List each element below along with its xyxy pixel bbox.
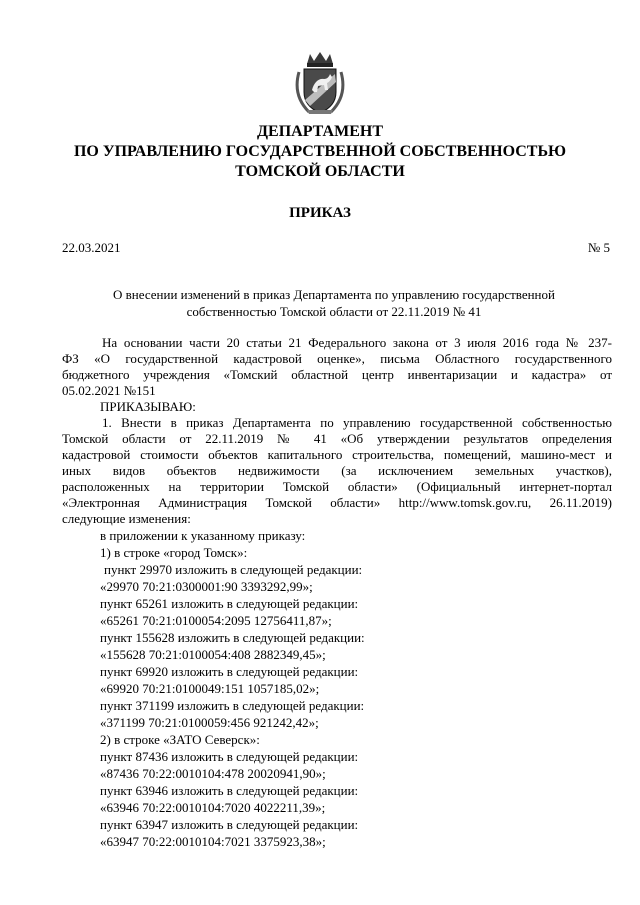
section-1-entry-5-title: пункт 371199 изложить в следующей редакции: [100,698,365,713]
section-2-heading: 2) в строке «ЗАТО Северск»: [100,732,260,747]
order-number: № 5 [587,240,610,255]
order-subject [70,286,598,320]
section-1-entry-5-value: «371199 70:21:0100059:456 921242,42»; [100,715,319,730]
subject-line-1: О внесении изменений в приказ Департамента по управлению государственной [113,287,555,302]
section-1-heading: 1) в строке «город Томск»: [100,545,248,560]
basis-line-3: бюджетного учреждения «Томский областной центр инвентаризации и кадастра» от [62,367,612,382]
department-title-line-3: ТОМСКОЙ ОБЛАСТИ [235,163,405,180]
section-1-entry-2-value: «65261 70:21:0100054:2095 12756411,87»; [100,613,332,628]
item1-line-3: кадастровой стоимости объектов капитального строительства, помещений, машино-мест и [62,447,612,462]
item1-line-7: следующие изменения: [62,511,191,526]
item1-line-6: «Электронная Администрация Томской области» http://www.tomsk.gov.ru, 26.11.2019) [62,495,612,510]
department-title-line-1: ДЕПАРТАМЕНТ [257,123,383,140]
section-1-entry-3-value: «155628 70:21:0100054:408 2882349,45»; [100,647,326,662]
section-2-entry-2-title: пункт 63946 изложить в следующей редакции: [100,783,359,798]
order-date: 22.03.2021 [62,240,121,255]
section-1-entry-2-title: пункт 65261 изложить в следующей редакции: [100,596,359,611]
section-2-entry-3-title: пункт 63947 изложить в следующей редакции: [100,817,359,832]
section-2-entry-1-title: пункт 87436 изложить в следующей редакции: [100,749,359,764]
section-2-entry-2-value: «63946 70:22:0010104:7020 4022211,39»; [100,800,326,815]
item1-line-5: расположенных на территории Томской области» (Официальный интернет-портал [62,479,612,494]
section-1-entry-1-title: пункт 29970 изложить в следующей редакции: [104,562,363,577]
basis-line-4: 05.02.2021 №151 [62,383,156,398]
coat-of-arms-emblem [293,52,347,116]
item1-line-4: иных видов объектов недвижимости (за исключением земельных участков), [62,463,612,478]
section-2-entry-3-value: «63947 70:22:0010104:7021 3375923,38»; [100,834,326,849]
document-type-title: ПРИКАЗ [289,205,351,221]
section-1-entry-1-value: «29970 70:21:0300001:90 3393292,99»; [100,579,313,594]
order-word: ПРИКАЗЫВАЮ: [100,399,196,414]
subject-line-2: собственностью Томской области от 22.11.2019 № 41 [186,304,482,319]
item1-line-2: Томской области от 22.11.2019 № 41 «Об утверждении результатов определения [62,431,612,446]
section-1-entry-4-title: пункт 69920 изложить в следующей редакции: [100,664,359,679]
section-1-entry-3-title: пункт 155628 изложить в следующей редакции: [100,630,365,645]
appendix-intro: в приложении к указанному приказу: [100,528,306,543]
section-1-entry-4-value: «69920 70:21:0100049:151 1057185,02»; [100,681,320,696]
basis-line-1: На основании части 20 статьи 21 Федерального закона от 3 июля 2016 года № 237- [102,335,612,350]
section-2-entry-1-value: «87436 70:22:0010104:478 20020941,90»; [100,766,326,781]
basis-line-2: ФЗ «О государственной кадастровой оценке», письма Областного государственного [62,351,612,366]
item1-line-1: 1. Внести в приказ Департамента по управлению государственной собственностью [102,415,612,430]
department-title-line-2: ПО УПРАВЛЕНИЮ ГОСУДАРСТВЕННОЙ СОБСТВЕННОСТЬЮ [73,143,567,160]
